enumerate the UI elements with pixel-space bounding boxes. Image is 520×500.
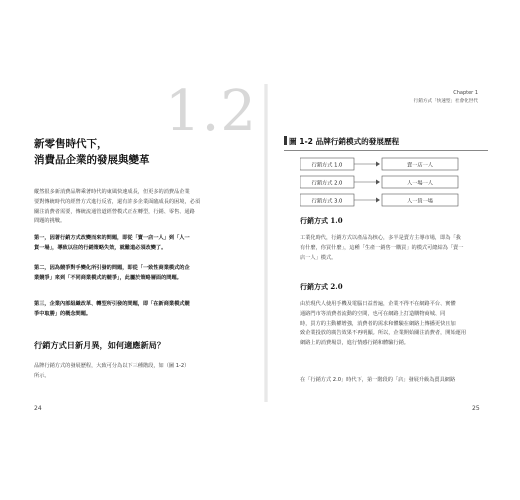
line: 業競爭」來到「不同商業模式的競爭」，此屬於策略層面的問題。 bbox=[34, 274, 182, 281]
diagram-row-2 bbox=[300, 176, 458, 188]
line: 工業化時代，行銷方式以產品為核心，多半是賣方主導市場，即為「我 bbox=[300, 235, 461, 241]
line: 爭中取勝」的概念問題。 bbox=[34, 310, 92, 317]
row-label: 行銷方式 3.0 bbox=[311, 198, 343, 205]
figure-divider bbox=[284, 150, 488, 151]
marketing-1-paragraph bbox=[300, 234, 463, 263]
row-result: 人一貨一場 bbox=[407, 198, 433, 205]
point-2-paragraph bbox=[34, 264, 190, 284]
row-result: 賣一店一人 bbox=[407, 162, 433, 169]
line: 有什麼，你買什麼」，這種「生產一銷售一購買」的模式可總結為「賣一 bbox=[300, 244, 464, 251]
chapter-title-line-2: 消費品企業的發展與變革 bbox=[34, 154, 150, 166]
chapter-title-line-1: 新零售時代下， bbox=[34, 138, 108, 150]
diagram-row-1 bbox=[300, 158, 458, 170]
line: 貨一場」，導致以往的行銷策略失效，就難道必須改變了。 bbox=[34, 244, 167, 251]
point-1-paragraph bbox=[34, 234, 190, 254]
line: 縱然很多新消費品牌乘著時代的東風快速成長，但更多的消費品企業 bbox=[34, 189, 190, 195]
row-result: 人一場一人 bbox=[407, 180, 433, 187]
row-label: 行銷方式 1.0 bbox=[311, 162, 343, 169]
line: 第三，企業內部組織改革、轉型所引發的問題，即「在新商業模式競 bbox=[34, 301, 190, 307]
arrow-head bbox=[376, 198, 380, 203]
line: 關注消費者需要，傳統流通管道經營模式正在轉型，行銷、零售、通路 bbox=[34, 208, 195, 215]
line: 致企業投放的廣告效果不再明顯。所以，企業開始關注消費者，開始運用 bbox=[300, 330, 467, 337]
book-spine bbox=[264, 84, 268, 402]
arrow-head bbox=[376, 180, 380, 185]
marketing-evolution-diagram bbox=[300, 156, 460, 208]
figure-marker bbox=[284, 136, 287, 145]
line: 要對傳統時代的經營方式進行反省，還有許多企業面臨成長的困境，必須 bbox=[34, 198, 201, 205]
chapter-label: Chapter 1 bbox=[453, 90, 478, 96]
continuation-line bbox=[300, 376, 455, 386]
page-number-right: 25 bbox=[472, 405, 480, 412]
diagram-row-3 bbox=[300, 194, 458, 206]
point-3-paragraph bbox=[34, 300, 190, 320]
closing-paragraph bbox=[34, 362, 189, 382]
section-number: 1.2 bbox=[165, 79, 258, 144]
figure-title: 圖 1-2 品牌行銷模式的發展歷程 bbox=[289, 137, 400, 146]
body-paragraph-1 bbox=[34, 188, 200, 227]
line: 所示。 bbox=[34, 372, 50, 379]
line: 由於現代人使用手機及電腦日益普遍，企業不得不在網路平台、實體 bbox=[300, 301, 456, 307]
line: 時，買方的主動權增強，消費者的需求和體驗在網路上傳播更快且加 bbox=[300, 320, 456, 327]
line: 問題的挑戰。 bbox=[34, 218, 66, 225]
line: 網路上的消費場景，進行情感行銷和體驗行銷。 bbox=[300, 340, 409, 347]
line: 第二，因為競爭對手變化所引發的問題，即從「一致性商業模式的企 bbox=[34, 265, 190, 271]
arrow-head bbox=[376, 162, 380, 167]
chapter-subtitle: 行銷方式「快速型」社會化世代 bbox=[413, 99, 478, 104]
section-heading: 行銷方式日新月異，如何適應新局？ bbox=[34, 340, 166, 350]
subheading-marketing-1: 行銷方式 1.0 bbox=[300, 216, 343, 225]
marketing-2-paragraph bbox=[300, 300, 466, 349]
line: 第一，因著行銷方式改變而來的問題，即從「賣一店一人」到「人一 bbox=[34, 235, 190, 241]
page-number-left: 24 bbox=[34, 405, 42, 412]
row-label: 行銷方式 2.0 bbox=[311, 180, 343, 187]
line: 通路門市等消費者流動的空間，也可在網路上打造購物商城、同 bbox=[300, 310, 446, 317]
line: 品牌行銷方式的發展歷程，大致可分為以下三種階段，如（圖 1-2） bbox=[34, 363, 190, 369]
subheading-marketing-2: 行銷方式 2.0 bbox=[300, 282, 343, 291]
line: 在「行銷方式 2.0」時代下，第一階段的「店」發展升級為賣具網路 bbox=[300, 377, 456, 383]
line: 店一人」模式。 bbox=[300, 254, 337, 261]
